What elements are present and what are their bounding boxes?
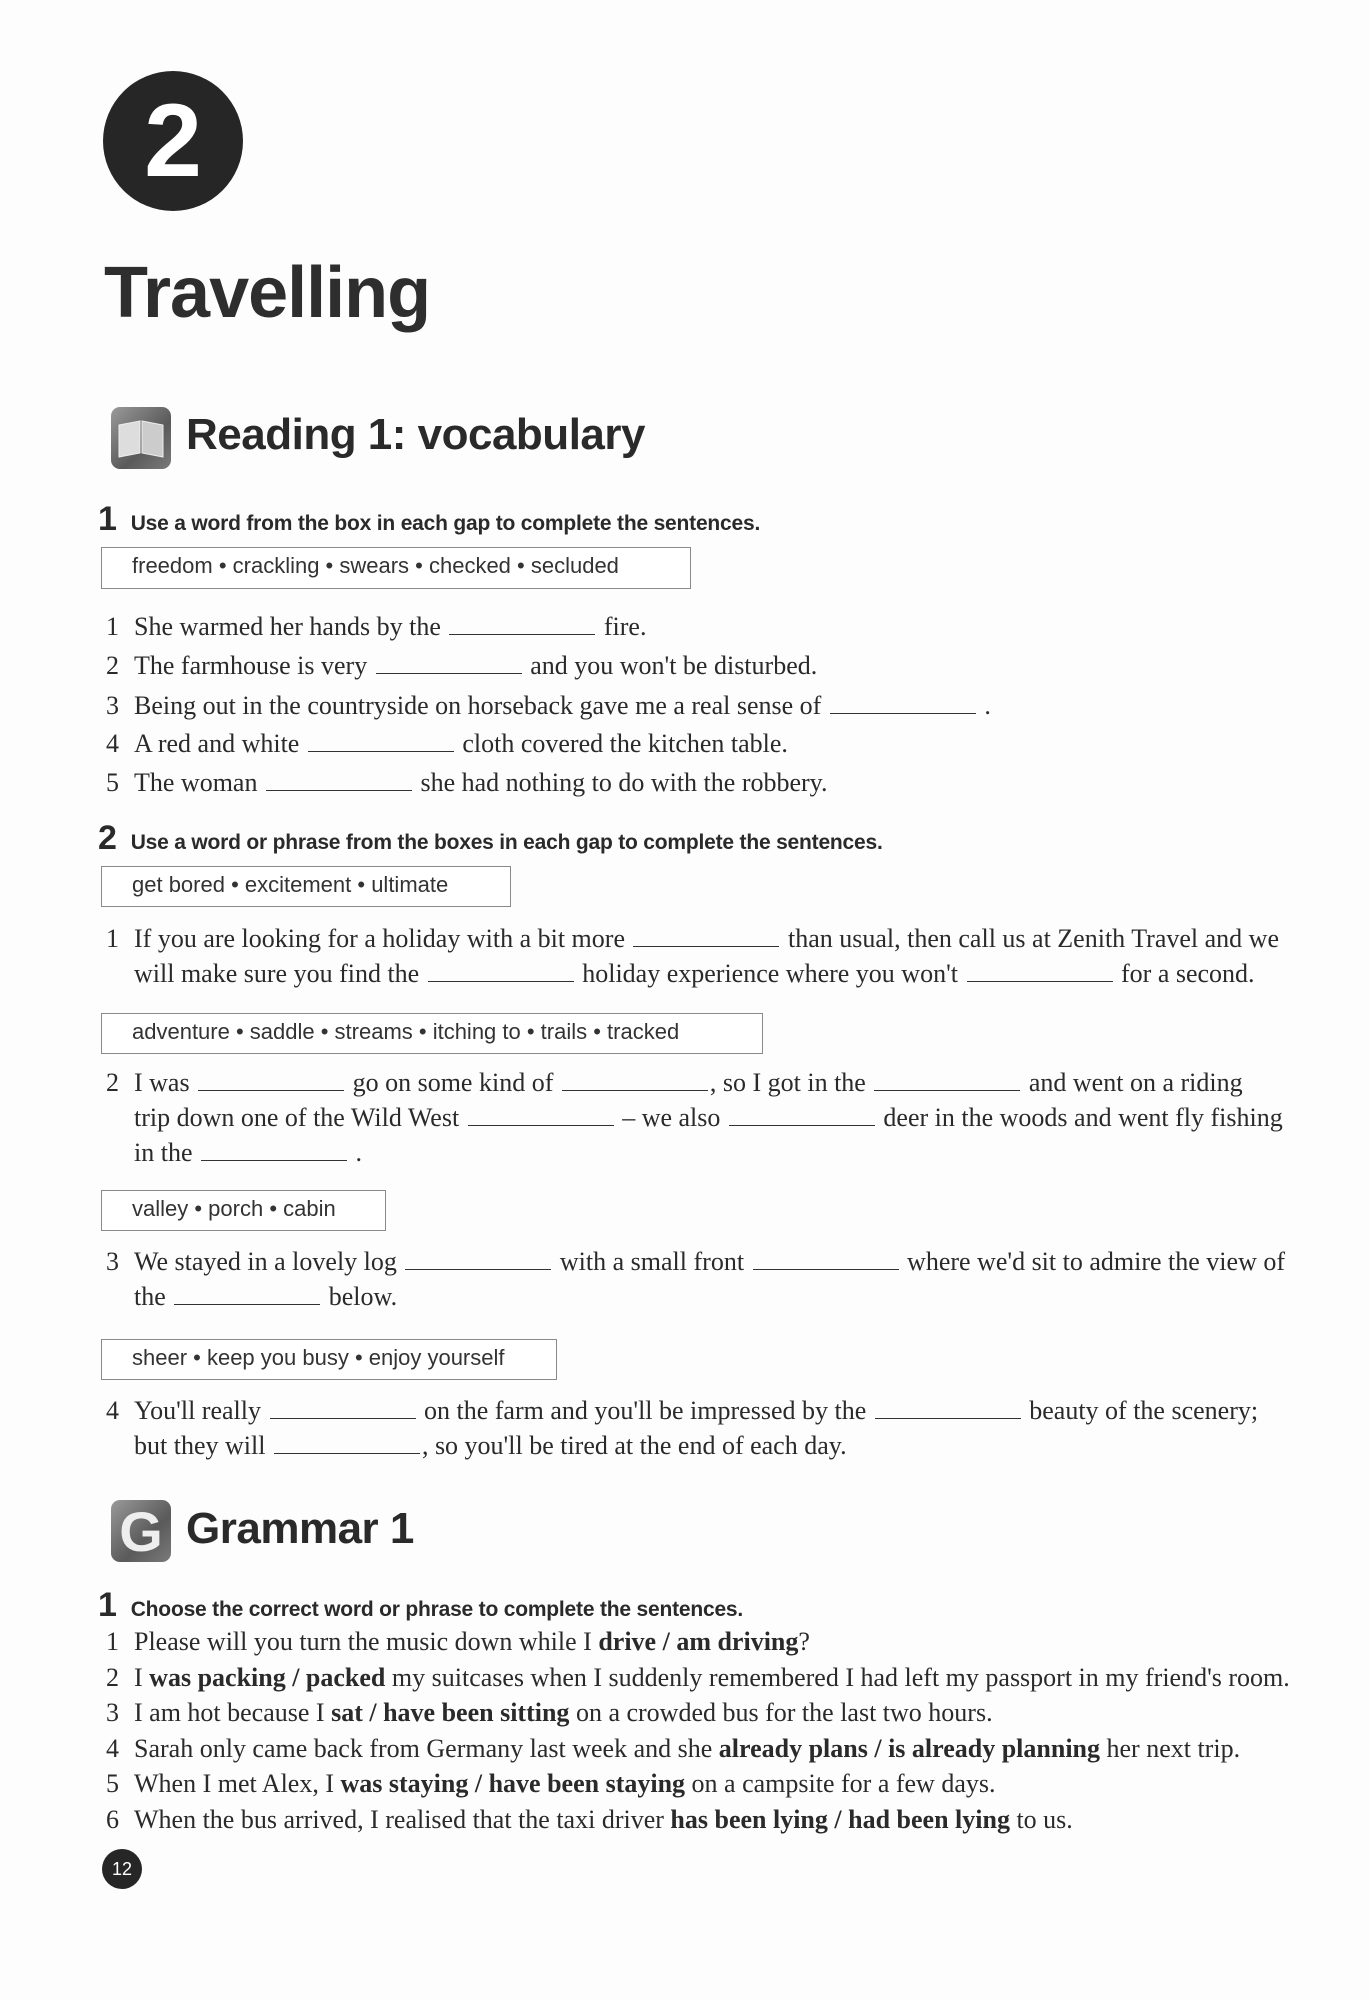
sentence-text: The farmhouse is very	[134, 651, 374, 680]
blank-gap[interactable]	[198, 1070, 344, 1091]
blank-gap[interactable]	[428, 961, 574, 982]
sentence-line	[106, 1805, 1073, 1835]
answer-options: already plans / is already planning	[718, 1733, 1100, 1763]
word-box: freedom • crackling • swears • checked • secluded	[101, 547, 691, 589]
exercise-heading	[98, 819, 883, 858]
blank-gap[interactable]	[270, 1398, 416, 1419]
exercise-instruction: Use a word or phrase from the boxes in each gap to complete the sentences.	[130, 831, 883, 854]
sentence-text: A red and white	[134, 729, 306, 758]
sentence-text: If you are looking for a holiday with a bit more	[134, 924, 632, 953]
item-number: 1	[106, 612, 119, 641]
sentence-text: with a small front	[553, 1247, 751, 1276]
sentence-text: cloth covered the kitchen table.	[455, 729, 788, 758]
blank-gap[interactable]	[875, 1398, 1021, 1419]
blank-gap[interactable]	[562, 1070, 708, 1091]
sentence-text: .	[349, 1138, 362, 1167]
answer-options: was staying / have been staying	[340, 1769, 686, 1799]
item-number: 3	[106, 1247, 119, 1276]
item-number: 3	[106, 691, 119, 720]
page-number: 12	[102, 1849, 142, 1889]
icon-letter: G	[119, 1499, 163, 1563]
answer-options: sat / have been sitting	[331, 1698, 570, 1728]
sentence-text: When I met Alex, I	[134, 1769, 341, 1799]
sentence-line	[106, 691, 991, 721]
sentence-line	[106, 1247, 1285, 1277]
sentence-text: her next trip.	[1100, 1733, 1241, 1763]
sentence-text: Sarah only came back from Germany last week and she	[134, 1733, 719, 1763]
sentence-text: than usual, then call us at Zenith Travel and we	[781, 924, 1279, 953]
sentence-line	[134, 1103, 1283, 1133]
blank-gap[interactable]	[468, 1105, 614, 1126]
sentence-text: trip down one of the Wild West	[134, 1103, 466, 1132]
sentence-text: fire.	[597, 612, 647, 641]
sentence-line	[106, 1627, 810, 1657]
answer-options: was packing / packed	[149, 1662, 386, 1692]
unit-number-badge: 2	[103, 71, 243, 211]
word-box: sheer • keep you busy • enjoy yourself	[101, 1339, 557, 1380]
sentence-text: The woman	[134, 768, 264, 797]
sentence-text: in the	[134, 1138, 199, 1167]
sentence-text: but they will	[134, 1431, 272, 1460]
sentence-line	[106, 1662, 1290, 1693]
exercise-heading	[98, 500, 760, 539]
sentence-text: holiday experience where you won't	[575, 959, 965, 988]
blank-gap[interactable]	[201, 1140, 347, 1161]
section-title-grammar: Grammar 1	[186, 1504, 414, 1553]
sentence-text: I am hot because I	[134, 1698, 332, 1728]
section-title-reading: Reading 1: vocabulary	[186, 410, 645, 459]
blank-gap[interactable]	[753, 1249, 899, 1270]
sentence-text: – we also	[615, 1103, 727, 1132]
sentence-line	[134, 1138, 362, 1168]
blank-gap[interactable]	[405, 1249, 551, 1270]
blank-gap[interactable]	[174, 1284, 320, 1305]
exercise-number: 1	[98, 500, 117, 538]
blank-gap[interactable]	[633, 926, 779, 947]
answer-options: drive / am driving	[598, 1627, 799, 1656]
item-number: 4	[106, 1733, 119, 1763]
sentence-text: Please will you turn the music down while I	[134, 1627, 599, 1656]
blank-gap[interactable]	[874, 1070, 1020, 1091]
sentence-text: and went on a riding	[1022, 1068, 1243, 1097]
sentence-text: She warmed her hands by the	[134, 612, 448, 641]
unit-title: Travelling	[104, 253, 431, 333]
sentence-text: I was	[134, 1068, 197, 1097]
sentence-text: on a crowded bus for the last two hours.	[569, 1698, 993, 1728]
sentence-text: for a second.	[1114, 959, 1255, 988]
sentence-text: deer in the woods and went fly fishing	[876, 1103, 1283, 1132]
sentence-text: below.	[322, 1282, 398, 1311]
sentence-text: , so you'll be tired at the end of each day.	[421, 1431, 847, 1460]
word-box: valley • porch • cabin	[101, 1190, 386, 1231]
blank-gap[interactable]	[266, 770, 412, 791]
exercise-instruction: Choose the correct word or phrase to complete the sentences.	[130, 1598, 744, 1621]
sentence-text: .	[977, 691, 991, 720]
sentence-text: on the farm and you'll be impressed by the	[417, 1396, 873, 1425]
sentence-text: the	[134, 1282, 173, 1311]
word-box: get bored • excitement • ultimate	[101, 866, 511, 907]
sentence-line	[106, 1396, 1259, 1426]
exercise-number: 1	[98, 1586, 117, 1624]
sentence-text: she had nothing to do with the robbery.	[413, 768, 828, 797]
blank-gap[interactable]	[967, 961, 1113, 982]
sentence-line	[106, 924, 1279, 954]
item-number: 5	[106, 768, 119, 797]
item-number: 1	[106, 1627, 119, 1656]
sentence-text: will make sure you find the	[134, 959, 426, 988]
sentence-line	[134, 1282, 397, 1312]
blank-gap[interactable]	[376, 653, 522, 674]
item-number: 2	[106, 1662, 119, 1692]
sentence-text: , so I got in the	[709, 1068, 873, 1097]
sentence-text: ?	[798, 1627, 810, 1656]
blank-gap[interactable]	[729, 1105, 875, 1126]
blank-gap[interactable]	[308, 731, 454, 752]
sentence-line	[134, 959, 1255, 989]
sentence-text: and you won't be disturbed.	[523, 651, 818, 680]
exercise-number: 2	[98, 819, 117, 857]
sentence-line	[106, 1068, 1243, 1098]
sentence-text: Being out in the countryside on horseback gave me a real sense of	[134, 691, 828, 720]
sentence-text: beauty of the scenery;	[1022, 1396, 1259, 1425]
letter-g-icon	[111, 1500, 171, 1562]
sentence-line	[106, 768, 828, 798]
item-number: 2	[106, 1068, 119, 1097]
sentence-line	[106, 651, 818, 681]
sentence-text: to us.	[1009, 1805, 1073, 1834]
sentence-text: go on some kind of	[346, 1068, 560, 1097]
sentence-text: on a campsite for a few days.	[685, 1769, 996, 1799]
sentence-line	[106, 1769, 996, 1799]
blank-gap[interactable]	[449, 614, 595, 635]
sentence-line	[134, 1431, 847, 1461]
sentence-line	[106, 1698, 993, 1728]
item-number: 1	[106, 924, 119, 953]
item-number: 6	[106, 1805, 119, 1834]
blank-gap[interactable]	[274, 1433, 420, 1454]
sentence-text: When the bus arrived, I realised that the taxi driver	[134, 1805, 671, 1834]
answer-options: has been lying / had been lying	[670, 1805, 1010, 1834]
sentence-text: You'll really	[134, 1396, 268, 1425]
item-number: 4	[106, 1396, 119, 1425]
blank-gap[interactable]	[830, 693, 976, 714]
sentence-text: I	[134, 1662, 150, 1692]
exercise-heading	[98, 1586, 743, 1625]
item-number: 5	[106, 1769, 119, 1799]
item-number: 2	[106, 651, 119, 680]
sentence-line	[106, 1733, 1241, 1764]
item-number: 4	[106, 729, 119, 758]
item-number: 3	[106, 1698, 119, 1728]
word-box: adventure • saddle • streams • itching to • trails • tracked	[101, 1013, 763, 1054]
sentence-line	[106, 729, 788, 759]
exercise-instruction: Use a word from the box in each gap to complete the sentences.	[130, 512, 761, 535]
sentence-text: We stayed in a lovely log	[134, 1247, 404, 1276]
sentence-line	[106, 612, 647, 642]
sentence-text: where we'd sit to admire the view of	[900, 1247, 1285, 1276]
open-book-icon	[111, 407, 171, 469]
sentence-text: my suitcases when I suddenly remembered I had left my passport in my friend's room.	[385, 1662, 1290, 1692]
